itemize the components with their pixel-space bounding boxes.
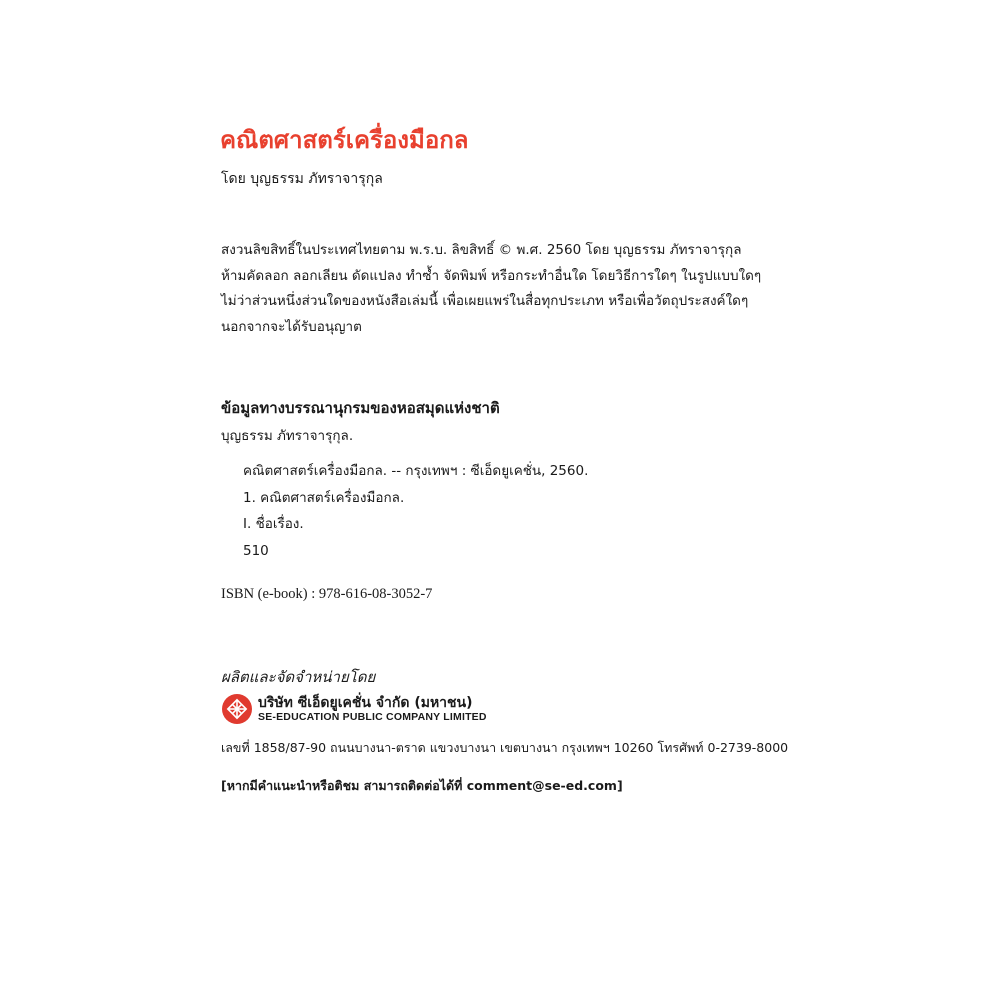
book-title: คณิตศาสตร์เครื่องมือกล bbox=[220, 126, 469, 154]
copyright-notice bbox=[221, 238, 761, 340]
book-author: โดย บุญธรรม ภัทราจารุกุล bbox=[221, 171, 383, 187]
cip-author: บุญธรรม ภัทราจารุกุล. bbox=[221, 428, 354, 444]
distributor-label: ผลิตและจัดจำหน่ายโดย bbox=[221, 668, 376, 686]
publisher-contact: [หากมีคำแนะนำหรือติชม สามารถติดต่อได้ที่ comment@se-ed.com] bbox=[221, 778, 623, 793]
publisher-name-thai: บริษัท ซีเอ็ดยูเคชั่น จำกัด (มหาชน) bbox=[258, 695, 473, 711]
isbn: ISBN (e-book) : 978-616-08-3052-7 bbox=[221, 586, 433, 602]
publisher-name-english: SE-EDUCATION PUBLIC COMPANY LIMITED bbox=[258, 711, 487, 723]
cip-entry: คณิตศาสตร์เครื่องมือกล. -- กรุงเทพฯ : ซีเอ็ดยูเคชั่น, 2560. bbox=[243, 463, 589, 479]
cip-entry: 1. คณิตศาสตร์เครื่องมือกล. bbox=[243, 489, 405, 506]
cip-entry: I. ชื่อเรื่อง. bbox=[243, 516, 304, 532]
copyright-line: สงวนลิขสิทธิ์ในประเทศไทยตาม พ.ร.บ. ลิขสิทธิ์ © พ.ศ. 2560 โดย บุญธรรม ภัทราจารุกุล bbox=[221, 242, 742, 258]
copyright-line: ไม่ว่าส่วนหนึ่งส่วนใดของหนังสือเล่มนี้ เพื่อเผยแพร่ในสื่อทุกประเภท หรือเพื่อวัตถุประสงค์ใดๆ bbox=[221, 293, 749, 309]
se-ed-logo-icon bbox=[222, 694, 252, 724]
cip-entries bbox=[243, 458, 588, 564]
cip-heading: ข้อมูลทางบรรณานุกรมของหอสมุดแห่งชาติ bbox=[221, 399, 500, 417]
cip-entry: 510 bbox=[243, 542, 269, 559]
copyright-line: ห้ามคัดลอก ลอกเลียน ดัดแปลง ทำซ้ำ จัดพิมพ์ หรือกระทำอื่นใด โดยวิธีการใดๆ ในรูปแบบใดๆ bbox=[221, 267, 762, 284]
copyright-line: นอกจากจะได้รับอนุญาต bbox=[221, 318, 362, 335]
publisher-address: เลขที่ 1858/87-90 ถนนบางนา-ตราด แขวงบางนา เขตบางนา กรุงเทพฯ 10260 โทรศัพท์ 0-2739-8000 bbox=[221, 740, 789, 755]
